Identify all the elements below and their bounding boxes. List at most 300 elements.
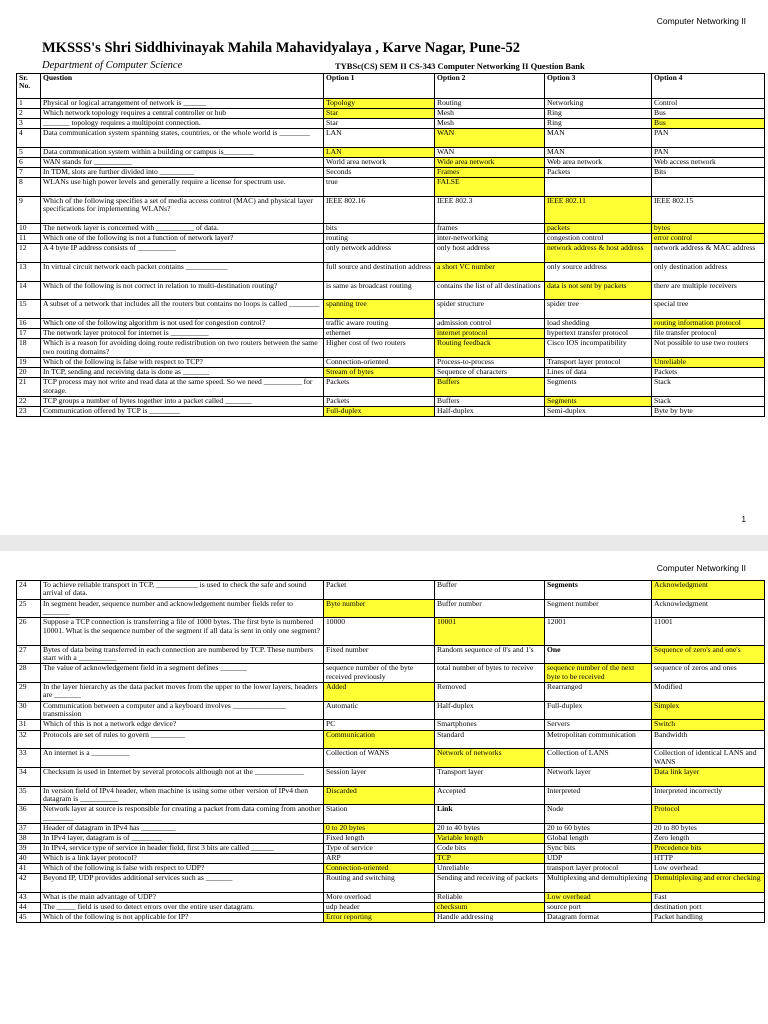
option-1: LAN: [324, 129, 435, 148]
option-2: IEEE 802.3: [435, 196, 545, 223]
question-number: 31: [17, 720, 41, 730]
question-text: A 4 byte IP address consists of __________: [41, 244, 324, 263]
question-text: Beyond IP, UDP provides additional services such as _______: [41, 874, 324, 893]
option-2: Random sequence of 0's and 1's: [435, 645, 545, 664]
option-4: Bandwidth: [652, 730, 765, 749]
table-header-row: [17, 74, 765, 99]
option-4: Bits: [652, 168, 765, 178]
question-number: 35: [17, 786, 41, 805]
col-option-4: Option 4: [652, 74, 765, 99]
option-4: Not possible to use two routers: [652, 339, 765, 358]
question-text: TCP process may not write and read data at the same speed. So we need __________ for storage.: [41, 378, 324, 397]
option-3: Cisco IOS incompatibility: [545, 339, 652, 358]
question-text: Network layer at source is responsible for creating a packet from data coming from another ________: [41, 805, 324, 824]
question-text: The network layer is concerned with __________ of data.: [41, 224, 324, 234]
option-4: Precedence bits: [652, 844, 765, 854]
question-number: 26: [17, 618, 41, 645]
table-row: [17, 786, 765, 805]
question-number: 32: [17, 730, 41, 749]
option-1: Discarded: [324, 786, 435, 805]
table-row: [17, 823, 765, 833]
option-4: 11001: [652, 618, 765, 645]
option-2: a short VC number: [435, 263, 545, 282]
question-text: Which is a link layer protocol?: [41, 854, 324, 864]
option-3: MAN: [545, 147, 652, 157]
option-4: IEEE 802.15: [652, 196, 765, 223]
question-number: 28: [17, 664, 41, 683]
option-3: UDP: [545, 854, 652, 864]
option-4: network address & MAC address: [652, 244, 765, 263]
option-2: Unreliable: [435, 864, 545, 874]
option-3: Networking: [545, 99, 652, 109]
question-table: [16, 73, 765, 417]
question-text: Communication offered by TCP is ________: [41, 407, 324, 417]
question-text: An internet is a __________: [41, 749, 324, 768]
option-4: Stack: [652, 396, 765, 406]
table-row: [17, 168, 765, 178]
question-number: 23: [17, 407, 41, 417]
table-row: [17, 396, 765, 406]
col-option-1: Option 1: [324, 74, 435, 99]
question-text: In the layer hierarchy as the data packet moves from the upper to the lower layers, headers are _______: [41, 683, 324, 702]
question-text: _______ topology requires a multipoint connection.: [41, 119, 324, 129]
option-4: Low overhead: [652, 864, 765, 874]
option-3: Datagram format: [545, 913, 652, 923]
question-number: 13: [17, 263, 41, 282]
table-row: [17, 874, 765, 893]
option-4: Switch: [652, 720, 765, 730]
question-number: 18: [17, 339, 41, 358]
option-4: file transfer protocol: [652, 329, 765, 339]
option-4: bytes: [652, 224, 765, 234]
option-3: Global length: [545, 834, 652, 844]
question-text: Header of datagram in IPv4 has _________: [41, 823, 324, 833]
question-number: 22: [17, 396, 41, 406]
option-1: Collection of WANS: [324, 749, 435, 768]
table-row: [17, 864, 765, 874]
option-3: Interpreted: [545, 786, 652, 805]
option-4: special tree: [652, 300, 765, 319]
option-4: Bus: [652, 119, 765, 129]
question-number: 6: [17, 158, 41, 168]
option-1: PC: [324, 720, 435, 730]
question-number: 36: [17, 805, 41, 824]
option-2: TCP: [435, 854, 545, 864]
option-3: 12001: [545, 618, 652, 645]
table-row: [17, 300, 765, 319]
option-2: Mesh: [435, 109, 545, 119]
running-header: Computer Networking II: [656, 16, 746, 26]
option-2: Half-duplex: [435, 701, 545, 720]
table-row: [17, 244, 765, 263]
option-1: Added: [324, 683, 435, 702]
question-text: Which one of the following is not a function of network layer?: [41, 234, 324, 244]
option-2: 10001: [435, 618, 545, 645]
option-3: Transport layer protocol: [545, 358, 652, 368]
option-2: Network of networks: [435, 749, 545, 768]
option-1: ARP: [324, 854, 435, 864]
option-2: Sending and receiving of packets: [435, 874, 545, 893]
question-number: 20: [17, 368, 41, 378]
option-3: Semi-duplex: [545, 407, 652, 417]
option-1: Fixed number: [324, 645, 435, 664]
question-text: Suppose a TCP connection is transferring a file of 1000 bytes. The first byte is numbered 10001. What is the sequence number of the segment if all data is sent in only one segment?: [41, 618, 324, 645]
option-1: Type of service: [324, 844, 435, 854]
option-1: full source and destination address: [324, 263, 435, 282]
option-3: Network layer: [545, 767, 652, 786]
option-3: data is not sent by packets: [545, 281, 652, 300]
question-text: WAN stands for __________: [41, 158, 324, 168]
option-1: IEEE 802.16: [324, 196, 435, 223]
table-row: [17, 263, 765, 282]
option-1: 0 to 20 bytes: [324, 823, 435, 833]
option-4: only destination address: [652, 263, 765, 282]
question-number: 10: [17, 224, 41, 234]
option-3: One: [545, 645, 652, 664]
question-text: Which of this is not a network edge device?: [41, 720, 324, 730]
option-4: HTTP: [652, 854, 765, 864]
option-4: Packets: [652, 368, 765, 378]
question-number: 37: [17, 823, 41, 833]
question-number: 41: [17, 864, 41, 874]
option-3: Full-duplex: [545, 701, 652, 720]
option-1: 10000: [324, 618, 435, 645]
question-number: 40: [17, 854, 41, 864]
question-number: 38: [17, 834, 41, 844]
question-number: 42: [17, 874, 41, 893]
option-4: destination port: [652, 903, 765, 913]
option-2: frames: [435, 224, 545, 234]
option-2: Standard: [435, 730, 545, 749]
table-row: [17, 645, 765, 664]
col-question: Question: [41, 74, 324, 99]
option-4: sequence of zeros and ones: [652, 664, 765, 683]
question-text: A subset of a network that includes all the routers but contains no loops is called ________: [41, 300, 324, 319]
option-2: Mesh: [435, 119, 545, 129]
question-text: In virtual circuit network each packet contains ___________: [41, 263, 324, 282]
table-row: [17, 844, 765, 854]
question-text: Protocols are set of rules to govern _________: [41, 730, 324, 749]
option-4: error control: [652, 234, 765, 244]
option-4: PAN: [652, 129, 765, 148]
table-row: [17, 129, 765, 148]
question-text: In TCP, sending and receiving data is done as _______: [41, 368, 324, 378]
question-text: Which network topology requires a central controller or hub: [41, 109, 324, 119]
option-1: bits: [324, 224, 435, 234]
option-2: inter-networking: [435, 234, 545, 244]
question-text: Which of the following specifies a set of media access control (MAC) and physical layer specifications for implementing WLANs?: [41, 196, 324, 223]
department-title: Department of Computer Science: [42, 60, 183, 71]
option-1: Session layer: [324, 767, 435, 786]
option-4: Acknowledgment: [652, 599, 765, 618]
option-1: World area network: [324, 158, 435, 168]
question-text: To achieve reliable transport in TCP, ___________ is used to check the safe and sound arrival of data.: [41, 581, 324, 600]
question-number: 44: [17, 903, 41, 913]
option-1: Connection-oriented: [324, 358, 435, 368]
option-2: Process-to-process: [435, 358, 545, 368]
question-text: Bytes of data being transferred in each connection are numbered by TCP. These numbers start with a __________: [41, 645, 324, 664]
option-3: Low overhead: [545, 893, 652, 903]
table-row: [17, 196, 765, 223]
option-2: admission control: [435, 319, 545, 329]
question-number: 24: [17, 581, 41, 600]
table-row: [17, 368, 765, 378]
table-row: [17, 730, 765, 749]
option-3: Segments: [545, 581, 652, 600]
option-2: FALSE: [435, 178, 545, 197]
question-number: 30: [17, 701, 41, 720]
option-3: MAN: [545, 129, 652, 148]
question-number: 17: [17, 329, 41, 339]
option-2: Transport layer: [435, 767, 545, 786]
option-3: Sync bits: [545, 844, 652, 854]
option-3: transport layer protocol: [545, 864, 652, 874]
option-1: Star: [324, 109, 435, 119]
question-number: 43: [17, 893, 41, 903]
option-4: Protocol: [652, 805, 765, 824]
option-3: IEEE 802.11: [545, 196, 652, 223]
option-3: Rearranged: [545, 683, 652, 702]
question-number: 21: [17, 378, 41, 397]
table-row: [17, 720, 765, 730]
option-1: Station: [324, 805, 435, 824]
table-row: [17, 683, 765, 702]
table-row: [17, 834, 765, 844]
table-row: [17, 224, 765, 234]
option-3: 20 to 60 bytes: [545, 823, 652, 833]
table-row: [17, 407, 765, 417]
question-text: In version field of IPv4 header, when machine is using some other version of IPv4 then datagram is __________: [41, 786, 324, 805]
option-3: sequence number of the next byte to be received: [545, 664, 652, 683]
option-2: Routing feedback: [435, 339, 545, 358]
option-3: hypertext transfer protocol: [545, 329, 652, 339]
option-2: Smartphones: [435, 720, 545, 730]
option-3: Packets: [545, 168, 652, 178]
option-3: only source address: [545, 263, 652, 282]
option-2: Removed: [435, 683, 545, 702]
option-4: [652, 178, 765, 197]
option-1: LAN: [324, 147, 435, 157]
question-number: 45: [17, 913, 41, 923]
question-number: 15: [17, 300, 41, 319]
table-row: [17, 854, 765, 864]
table-row: [17, 618, 765, 645]
option-3: Ring: [545, 119, 652, 129]
question-text: Data communication system spanning states, countries, or the whole world is ________: [41, 129, 324, 148]
question-text: In IPv4 layer, datagram is of ________: [41, 834, 324, 844]
table-row: [17, 581, 765, 600]
question-number: 39: [17, 844, 41, 854]
table-row: [17, 99, 765, 109]
option-4: Fast: [652, 893, 765, 903]
option-1: Packets: [324, 396, 435, 406]
question-number: 34: [17, 767, 41, 786]
option-1: Star: [324, 119, 435, 129]
option-3: Web area network: [545, 158, 652, 168]
col-option-2: Option 2: [435, 74, 545, 99]
option-4: there are multiple receivers: [652, 281, 765, 300]
institution-title: MKSSS's Shri Siddhivinayak Mahila Mahavidyalaya , Karve Nagar, Pune-52: [42, 40, 521, 56]
question-text: What is the main advantage of UDP?: [41, 893, 324, 903]
option-1: Packets: [324, 378, 435, 397]
option-4: 20 to 80 bytes: [652, 823, 765, 833]
page-2: [0, 551, 768, 1024]
question-number: 7: [17, 168, 41, 178]
option-2: Sequence of characters: [435, 368, 545, 378]
option-4: Unreliable: [652, 358, 765, 368]
option-4: Packet handling: [652, 913, 765, 923]
table-row: [17, 158, 765, 168]
option-3: spider tree: [545, 300, 652, 319]
option-2: Buffer number: [435, 599, 545, 618]
table-row: [17, 147, 765, 157]
option-2: 20 to 40 bytes: [435, 823, 545, 833]
option-2: Half-duplex: [435, 407, 545, 417]
table-row: [17, 664, 765, 683]
option-2: WAN: [435, 147, 545, 157]
option-1: udp header: [324, 903, 435, 913]
option-2: Buffer: [435, 581, 545, 600]
option-1: traffic aware routing: [324, 319, 435, 329]
option-2: Code bits: [435, 844, 545, 854]
option-3: Metropolitan communication: [545, 730, 652, 749]
table-row: [17, 234, 765, 244]
option-3: source port: [545, 903, 652, 913]
question-text: Physical or logical arrangement of network is ______: [41, 99, 324, 109]
option-1: Automatic: [324, 701, 435, 720]
option-1: Connection-oriented: [324, 864, 435, 874]
question-number: 29: [17, 683, 41, 702]
option-3: Multiplexing and demultiplexing: [545, 874, 652, 893]
option-2: spider structure: [435, 300, 545, 319]
option-3: Segment number: [545, 599, 652, 618]
question-text: WLANs use high power levels and generally require a license for spectrum use.: [41, 178, 324, 197]
question-number: 11: [17, 234, 41, 244]
question-text: The _____ field is used to detect errors over the entire user datagram.: [41, 903, 324, 913]
question-text: Which of the following is not correct in relation to multi-destination routing?: [41, 281, 324, 300]
table-row: [17, 903, 765, 913]
question-text: Data communication system within a building or campus is________: [41, 147, 324, 157]
option-1: Fixed length: [324, 834, 435, 844]
table-row: [17, 913, 765, 923]
option-4: Demultiplexing and error checking: [652, 874, 765, 893]
option-4: routing information protocol: [652, 319, 765, 329]
table-row: [17, 767, 765, 786]
option-2: Reliable: [435, 893, 545, 903]
option-4: Bus: [652, 109, 765, 119]
table-row: [17, 749, 765, 768]
question-number: 1: [17, 99, 41, 109]
option-4: PAN: [652, 147, 765, 157]
option-2: Variable length: [435, 834, 545, 844]
question-number: 19: [17, 358, 41, 368]
question-text: TCP groups a number of bytes together into a packet called _______: [41, 396, 324, 406]
table-row: [17, 893, 765, 903]
question-text: The network layer protocol for internet is __________: [41, 329, 324, 339]
option-1: Error reporting: [324, 913, 435, 923]
table-row: [17, 701, 765, 720]
question-text: Which one of the following algorithm is not used for congestion control?: [41, 319, 324, 329]
question-number: 27: [17, 645, 41, 664]
option-2: Buffers: [435, 396, 545, 406]
option-4: Zero length: [652, 834, 765, 844]
option-3: packets: [545, 224, 652, 234]
table-row: [17, 378, 765, 397]
running-header: Computer Networking II: [656, 563, 746, 573]
table-row: [17, 358, 765, 368]
option-2: WAN: [435, 129, 545, 148]
option-1: is same as broadcast routing: [324, 281, 435, 300]
question-text: In TDM, slots are further divided into _________: [41, 168, 324, 178]
option-3: Servers: [545, 720, 652, 730]
option-2: Handle addressing: [435, 913, 545, 923]
option-1: sequence number of the byte received previously: [324, 664, 435, 683]
question-text: The value of acknowledgement field in a segment defines _______: [41, 664, 324, 683]
option-2: Routing: [435, 99, 545, 109]
question-number: 33: [17, 749, 41, 768]
question-text: Which of the following is false with respect to TCP?: [41, 358, 324, 368]
option-4: Control: [652, 99, 765, 109]
option-3: load shedding: [545, 319, 652, 329]
option-2: Buffers: [435, 378, 545, 397]
option-2: Wide area network: [435, 158, 545, 168]
option-2: total number of bytes to receive: [435, 664, 545, 683]
question-number: 4: [17, 129, 41, 148]
question-number: 8: [17, 178, 41, 197]
option-2: internet protocol: [435, 329, 545, 339]
question-text: Which of the following is not applicable for IP?: [41, 913, 324, 923]
page-number: 1: [741, 515, 746, 524]
table-row: [17, 281, 765, 300]
option-4: Collection of identical LANS and WANS: [652, 749, 765, 768]
table-row: [17, 119, 765, 129]
question-number: 9: [17, 196, 41, 223]
option-2: Frames: [435, 168, 545, 178]
option-3: Segments: [545, 396, 652, 406]
option-2: Accepted: [435, 786, 545, 805]
table-row: [17, 109, 765, 119]
question-text: Checksum is used in Internet by several protocols although not at the _____________: [41, 767, 324, 786]
option-4: Sequence of zero's and one's: [652, 645, 765, 664]
question-number: 25: [17, 599, 41, 618]
option-2: checksum: [435, 903, 545, 913]
table-row: [17, 178, 765, 197]
option-1: ethernet: [324, 329, 435, 339]
option-1: spanning tree: [324, 300, 435, 319]
option-1: only network address: [324, 244, 435, 263]
question-table: [16, 580, 765, 923]
col-option-3: Option 3: [545, 74, 652, 99]
option-1: true: [324, 178, 435, 197]
question-number: 5: [17, 147, 41, 157]
question-text: In IPv4, service type of service in header field, first 3 bits are called ______: [41, 844, 324, 854]
option-3: Node: [545, 805, 652, 824]
option-3: Lines of data: [545, 368, 652, 378]
option-1: routing: [324, 234, 435, 244]
table-row: [17, 339, 765, 358]
col-sr-no: Sr. No.: [17, 74, 41, 99]
question-number: 2: [17, 109, 41, 119]
option-4: Modified: [652, 683, 765, 702]
table-row: [17, 329, 765, 339]
option-3: Ring: [545, 109, 652, 119]
question-text: Which of the following is false with respect to UDP?: [41, 864, 324, 874]
option-4: Data link layer: [652, 767, 765, 786]
option-3: Segments: [545, 378, 652, 397]
option-1: Communication: [324, 730, 435, 749]
option-2: Link: [435, 805, 545, 824]
option-4: Interpreted incorrectly: [652, 786, 765, 805]
